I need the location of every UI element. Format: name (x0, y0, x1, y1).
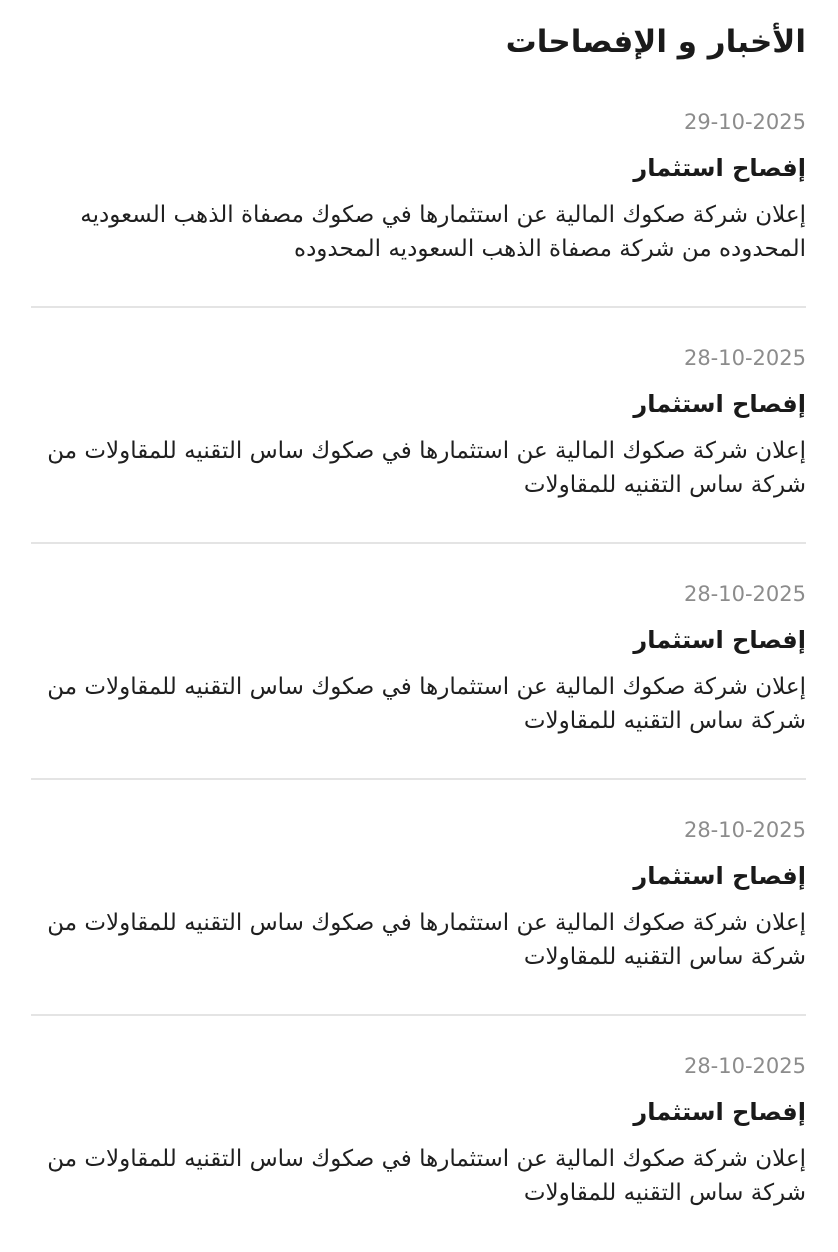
news-item[interactable] (31, 308, 806, 544)
page-title: الأخبار و الإفصاحات (505, 24, 806, 60)
news-date: 28-10-2025 (683, 1054, 806, 1078)
news-text: إعلان شركة صكوك المالية عن استثمارها في صكوك ساس التقنيه للمقاولات من شركة ساس التقنيه للمقاولات (47, 910, 806, 970)
news-item[interactable] (31, 780, 806, 1016)
news-type: إفصاح استثمار (633, 154, 806, 182)
news-type: إفصاح استثمار (633, 1098, 806, 1126)
news-text: إعلان شركة صكوك المالية عن استثمارها في صكوك مصفاة الذهب السعوديه المحدوده من شركة مصفاة الذهب السعوديه المحدوده (80, 202, 806, 262)
news-date: 28-10-2025 (683, 346, 806, 370)
news-item[interactable] (31, 544, 806, 780)
news-list (31, 72, 806, 1252)
news-type: إفصاح استثمار (633, 390, 806, 418)
news-date: 28-10-2025 (683, 818, 806, 842)
news-type: إفصاح استثمار (633, 626, 806, 654)
news-item[interactable] (31, 72, 806, 308)
news-type: إفصاح استثمار (633, 862, 806, 890)
news-date: 28-10-2025 (683, 582, 806, 606)
news-text: إعلان شركة صكوك المالية عن استثمارها في صكوك ساس التقنيه للمقاولات من شركة ساس التقنيه للمقاولات (47, 438, 806, 498)
news-text: إعلان شركة صكوك المالية عن استثمارها في صكوك ساس التقنيه للمقاولات من شركة ساس التقنيه للمقاولات (47, 674, 806, 734)
news-item[interactable] (31, 1016, 806, 1252)
news-text: إعلان شركة صكوك المالية عن استثمارها في صكوك ساس التقنيه للمقاولات من شركة ساس التقنيه للمقاولات (47, 1146, 806, 1206)
news-date: 29-10-2025 (683, 110, 806, 134)
